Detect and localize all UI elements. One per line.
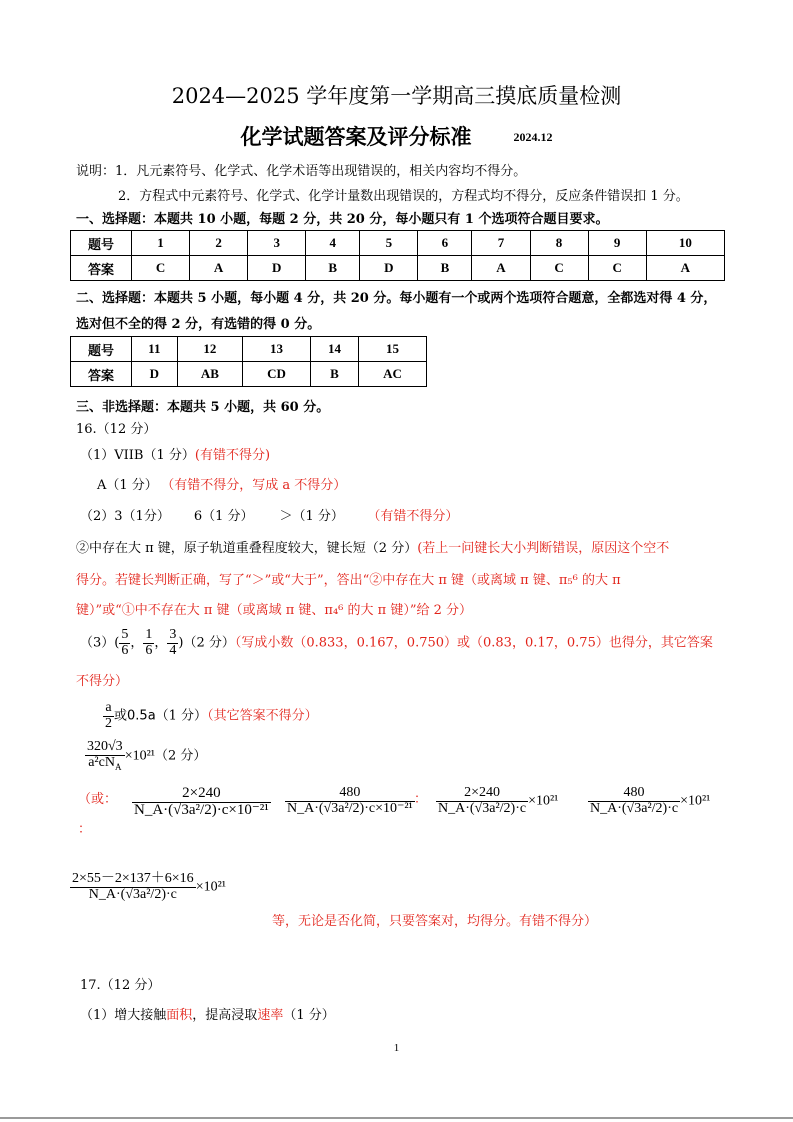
row-label: 答案 (71, 256, 132, 281)
question-number: 8 (530, 231, 588, 256)
fraction-3-4: $\frac{3}{4}$ (169, 627, 177, 658)
fraction-a-2: $\frac{a}{2}$ (105, 700, 112, 731)
answer-cell: C (588, 256, 646, 281)
answer-cell: A (190, 256, 248, 281)
q16-part3: （3）( $\frac{5}{6}$ ， $\frac{1}{6}$ ， $\frac{3}{4}$ )（2 分）（写成小数（0.833，0.167，0.750）或（0.83，0.17，0.75）也得分，其它答案 (80, 627, 713, 658)
answer-text: 或 (114, 708, 128, 724)
section1-answer-table (70, 230, 725, 281)
grading-note: （有错不得分，写成 a 不得分） (167, 478, 347, 493)
answer-cell: B (310, 362, 358, 387)
question-number: 4 (306, 231, 360, 256)
alt-formula-4: $\frac{480}{\text{N\_A·(√3a²/2)·c}}$ ×10²¹ (590, 785, 711, 816)
grading-note: （其它答案不得分） (207, 708, 318, 724)
exponent-text: ×10²¹ (124, 748, 155, 764)
q16-part3-note-cont: 不得分） (76, 674, 129, 689)
answer-text: （3）( (80, 635, 120, 651)
answer-text: )（2 分） (178, 635, 235, 651)
answer-cell: AB (177, 362, 242, 387)
row-label: 题号 (71, 337, 132, 362)
date-label: 2024.12 (513, 130, 553, 144)
question-number: 14 (310, 337, 358, 362)
alt-formula-2: $\frac{480}{\text{N\_A·(√3a²/2)·c×10⁻²¹}}$ (287, 785, 413, 816)
score-text: （2 分） (154, 748, 207, 764)
document-subtitle (0, 121, 793, 151)
table-row (71, 337, 427, 362)
question-number: 9 (588, 231, 646, 256)
table-row (71, 231, 725, 256)
section2-heading-line2: 选对但不全的得 2 分，有选错的得 0 分。 (76, 317, 321, 332)
q16-part2 (80, 505, 458, 524)
answer-text: （2）3（1分） (80, 509, 170, 524)
alt-note: 等，无论是否化简，只要答案对，均得分。有错不得分） (272, 914, 598, 929)
table-row (71, 362, 427, 387)
section2-answer-table (70, 336, 427, 387)
q16-explanation-line3: 键）”或“①中不存在大 π 键（或离域 π 键、π₄⁶ 的大 π 键）”给 2 分） (76, 603, 472, 618)
question-number: 5 (360, 231, 418, 256)
alt-formula-3: $\frac{2\times 240}{\text{N\_A·(√3a²/2)·c}}$ ×10²¹ (438, 785, 559, 816)
answer-cell: D (360, 256, 418, 281)
note-1: 说明：1．凡元素符号、化学式、化学术语等出现错误的，相关内容均不得分。 (76, 164, 527, 179)
q16-part1-b (97, 474, 346, 493)
answer-cell: D (248, 256, 306, 281)
answer-text: 6（1 分） (193, 509, 254, 524)
score-text: （1 分） (155, 708, 208, 724)
answer-cell: CD (243, 362, 311, 387)
q16-label: 16.（12 分） (76, 422, 157, 437)
keyword: 面积 (166, 1008, 193, 1023)
document-title: 2024—2025 学年度第一学期高三摸底质量检测 (171, 84, 622, 108)
question-number: 2 (190, 231, 248, 256)
answer-cell: C (132, 256, 190, 281)
row-label: 答案 (71, 362, 132, 387)
question-number: 10 (646, 231, 724, 256)
q16-part1-a (80, 444, 270, 463)
answer-text: ，提高浸取 (192, 1008, 258, 1023)
answer-text: ②中存在大 π 键，原子轨道重叠程度较大，键长短（2 分） (76, 541, 418, 556)
alt-formula-5: $\frac{2\times 55-2\times 137+6\times 16}{\text{N\_A·(√3a²/2)·c}}$ ×10²¹ (72, 871, 226, 902)
section2-heading-line1: 二、选择题：本题共 5 小题，每小题 4 分，共 20 分。每小题有一个或两个选项符合题意，全都选对得 4 分， (76, 291, 717, 306)
q16-density-formula (85, 740, 206, 772)
section3-heading: 三、非选择题：本题共 5 小题，共 60 分。 (76, 400, 330, 415)
answer-cell: B (418, 256, 472, 281)
grading-note: （写成小数（0.833，0.167，0.750）或（0.83，0.17，0.75）也得分，其它答案 (234, 635, 713, 651)
grading-note: （有错不得分） (373, 509, 459, 524)
answer-text: ＞（1 分） (279, 509, 344, 524)
q17-part1 (80, 1004, 335, 1023)
fraction-5-6: $\frac{5}{6}$ (121, 627, 129, 658)
alt-separator: ： (414, 792, 428, 807)
fraction-1-6: $\frac{1}{6}$ (145, 627, 153, 658)
q16-explanation-line1 (76, 537, 669, 556)
question-number: 12 (177, 337, 242, 362)
answer-cell: C (530, 256, 588, 281)
question-number: 6 (418, 231, 472, 256)
answer-text: （1）VIIB（1 分） (80, 448, 195, 463)
density-fraction: $\frac{320√3}{a^2cN_A}$ (87, 739, 123, 772)
answer-cell: D (132, 362, 178, 387)
question-number: 7 (472, 231, 530, 256)
row-label: 题号 (71, 231, 132, 256)
question-number: 15 (359, 337, 427, 362)
grading-note: (若上一问键长大小判断错误，原因这个空不 (417, 541, 670, 556)
answer-text: A（1 分） (97, 478, 158, 493)
q17-label: 17.（12 分） (80, 978, 161, 993)
answer-cell: A (472, 256, 530, 281)
question-number: 11 (132, 337, 178, 362)
q16-explanation-line2: 得分。若键长判断正确，写了“＞”或“大于”，答出“②中存在大 π 键（或离域 π 键、π₅⁶ 的大 π (76, 573, 621, 588)
grading-note: (有错不得分) (194, 448, 271, 463)
answer-text: 0.5a (127, 708, 156, 724)
alt-prefix: （或： (78, 792, 118, 807)
answer-cell: B (306, 256, 360, 281)
answer-cell: A (646, 256, 724, 281)
keyword: 速率 (257, 1008, 284, 1023)
page-bottom-border (0, 1117, 793, 1119)
q16-half-a-line (103, 701, 318, 731)
score-text: （1 分） (283, 1008, 335, 1023)
note-2: 2．方程式中元素符号、化学式、化学计量数出现错误的，方程式均不得分，反应条件错误扣 1 分。 (118, 189, 689, 204)
alt-formula-1: $\frac{2\times 240}{\text{N\_A·(√3a²/2)·c×10⁻²¹}}$ (134, 785, 269, 818)
question-number: 1 (132, 231, 190, 256)
question-number: 13 (243, 337, 311, 362)
answer-cell: AC (359, 362, 427, 387)
table-row (71, 256, 725, 281)
section1-heading: 一、选择题：本题共 10 小题，每题 2 分，共 20 分，每小题只有 1 个选项符合题目要求。 (76, 212, 609, 227)
subtitle-text: 化学试题答案及评分标准 (240, 124, 472, 149)
question-number: 3 (248, 231, 306, 256)
page-number: 1 (393, 1042, 400, 1054)
answer-text: （1）增大接触 (80, 1008, 167, 1023)
alt-colon: ： (78, 822, 92, 837)
